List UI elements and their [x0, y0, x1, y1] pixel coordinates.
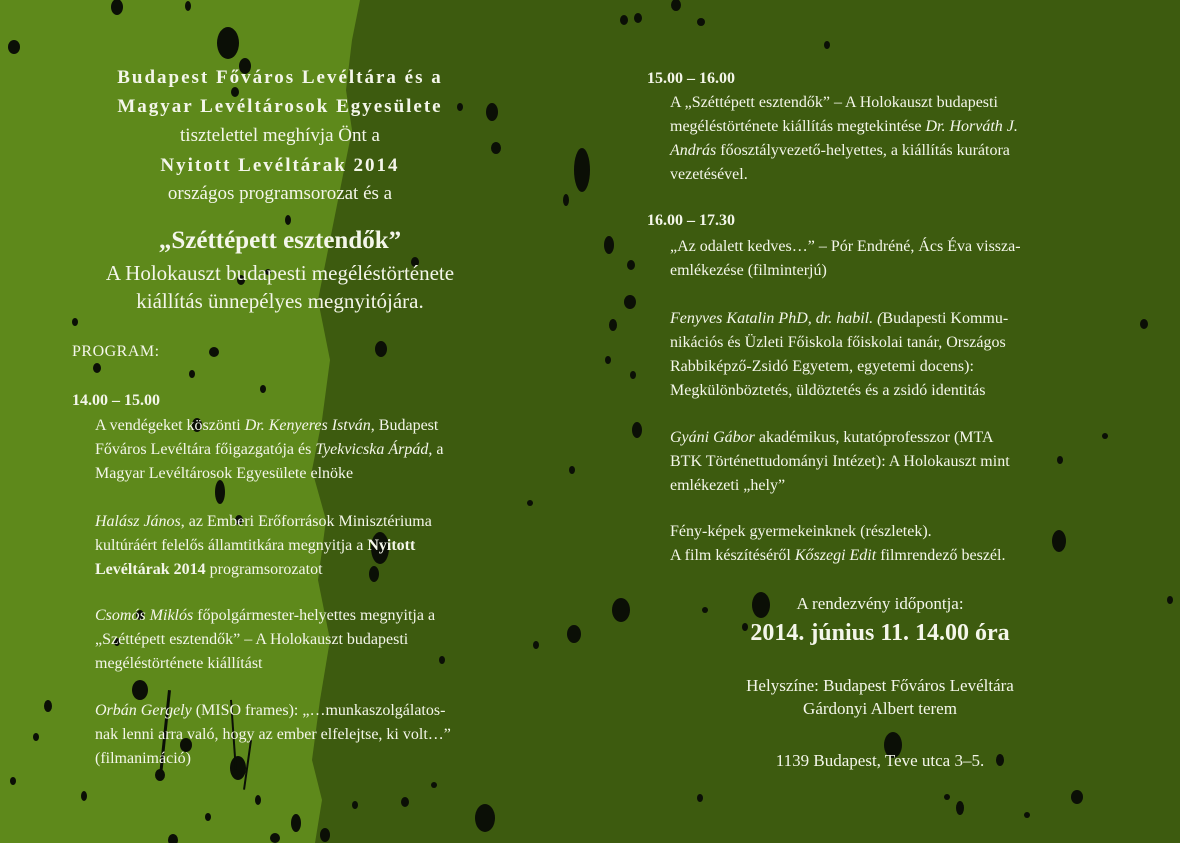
event-date: 2014. június 11. 14.00 óra — [750, 620, 1010, 646]
address: 1139 Budapest, Teve utca 3–5. — [775, 751, 985, 770]
time-slot-2: 15.00 – 16.00 — [647, 70, 735, 87]
program-label: PROGRAM: — [72, 343, 160, 360]
date-label: A rendezvény időpontja: — [796, 594, 964, 613]
program-item-opening: Halász János, az Emberi Erőforrások Minisztériuma kultúráért felelős államtitkára megnyitja a Nyitott Levéltárak 2014 programsorozatot — [95, 513, 432, 578]
venue-line-2: Gárdonyi Albert terem — [803, 699, 957, 718]
program-item-film-children: Fény-képek gyermekeinknek (részletek). A film készítéséről Kőszegi Edit filmrendező beszél. — [670, 523, 1006, 564]
time-slot-3: 16.00 – 17.30 — [647, 212, 735, 229]
exhibition-subtitle-1: A Holokauszt budapesti megéléstörténete — [105, 261, 455, 285]
program-item-animation: Orbán Gergely (MISO frames): „…munkaszolgálatos- nak lenni arra való, hogy az ember elfelejtse, ki volt…” (filmanimáció) — [95, 702, 451, 767]
series-line: országos programsorozat és a — [167, 183, 393, 204]
organizer-line-1: Budapest Főváros Levéltára és a — [117, 67, 443, 88]
program-item-tour: A „Széttépett esztendők” – A Holokauszt budapesti megéléstörténete kiállítás megtekintése Dr. Horváth J. András főosztályvezető-helyettes, a kiállítás kurátora vezetésével. — [670, 94, 1018, 183]
program-item-exhibition-opening: Csomós Miklós főpolgármester-helyettes megnyitja a „Széttépett esztendők” – A Holokauszt budapesti megéléstörténete kiállítást — [95, 607, 436, 672]
event-name: Nyitott Levéltárak 2014 — [160, 155, 400, 176]
program-item-gyani-talk: Gyáni Gábor akadémikus, kutatóprofesszor (MTA BTK Történettudományi Intézet): A Holokauszt mint emlékezeti „hely” — [670, 429, 1010, 494]
program-item-film-interview: „Az odalett kedves…” – Pór Endréné, Ács Éva vissza- emlékezése (filminterjú) — [670, 238, 1021, 279]
venue-line-1: Helyszíne: Budapest Főváros Levéltára — [746, 676, 1014, 695]
invite-line: tisztelettel meghívja Önt a — [180, 125, 380, 146]
exhibition-title: „Széttépett esztendők” — [158, 227, 402, 254]
program-item-welcome: A vendégeket köszönti Dr. Kenyeres István, Budapest Főváros Levéltára főigazgatója és Tyekvicska Árpád, a Magyar Levéltárosok Egyesülete elnöke — [95, 417, 444, 482]
exhibition-subtitle-2: kiállítás ünnepélyes megnyitójára. — [136, 289, 424, 313]
program-item-fenyves-talk: Fenyves Katalin PhD, dr. habil. (Budapesti Kommu- nikációs és Üzleti Főiskola főiskolai tanár, Országos Rabbiképző-Zsidó Egyetem, egyetemi docens): Megkülönböztetés, üldöztetés és a zsidó identitás — [670, 310, 1009, 399]
time-slot-1: 14.00 – 15.00 — [72, 392, 160, 409]
organizer-line-2: Magyar Levéltárosok Egyesülete — [117, 96, 443, 117]
